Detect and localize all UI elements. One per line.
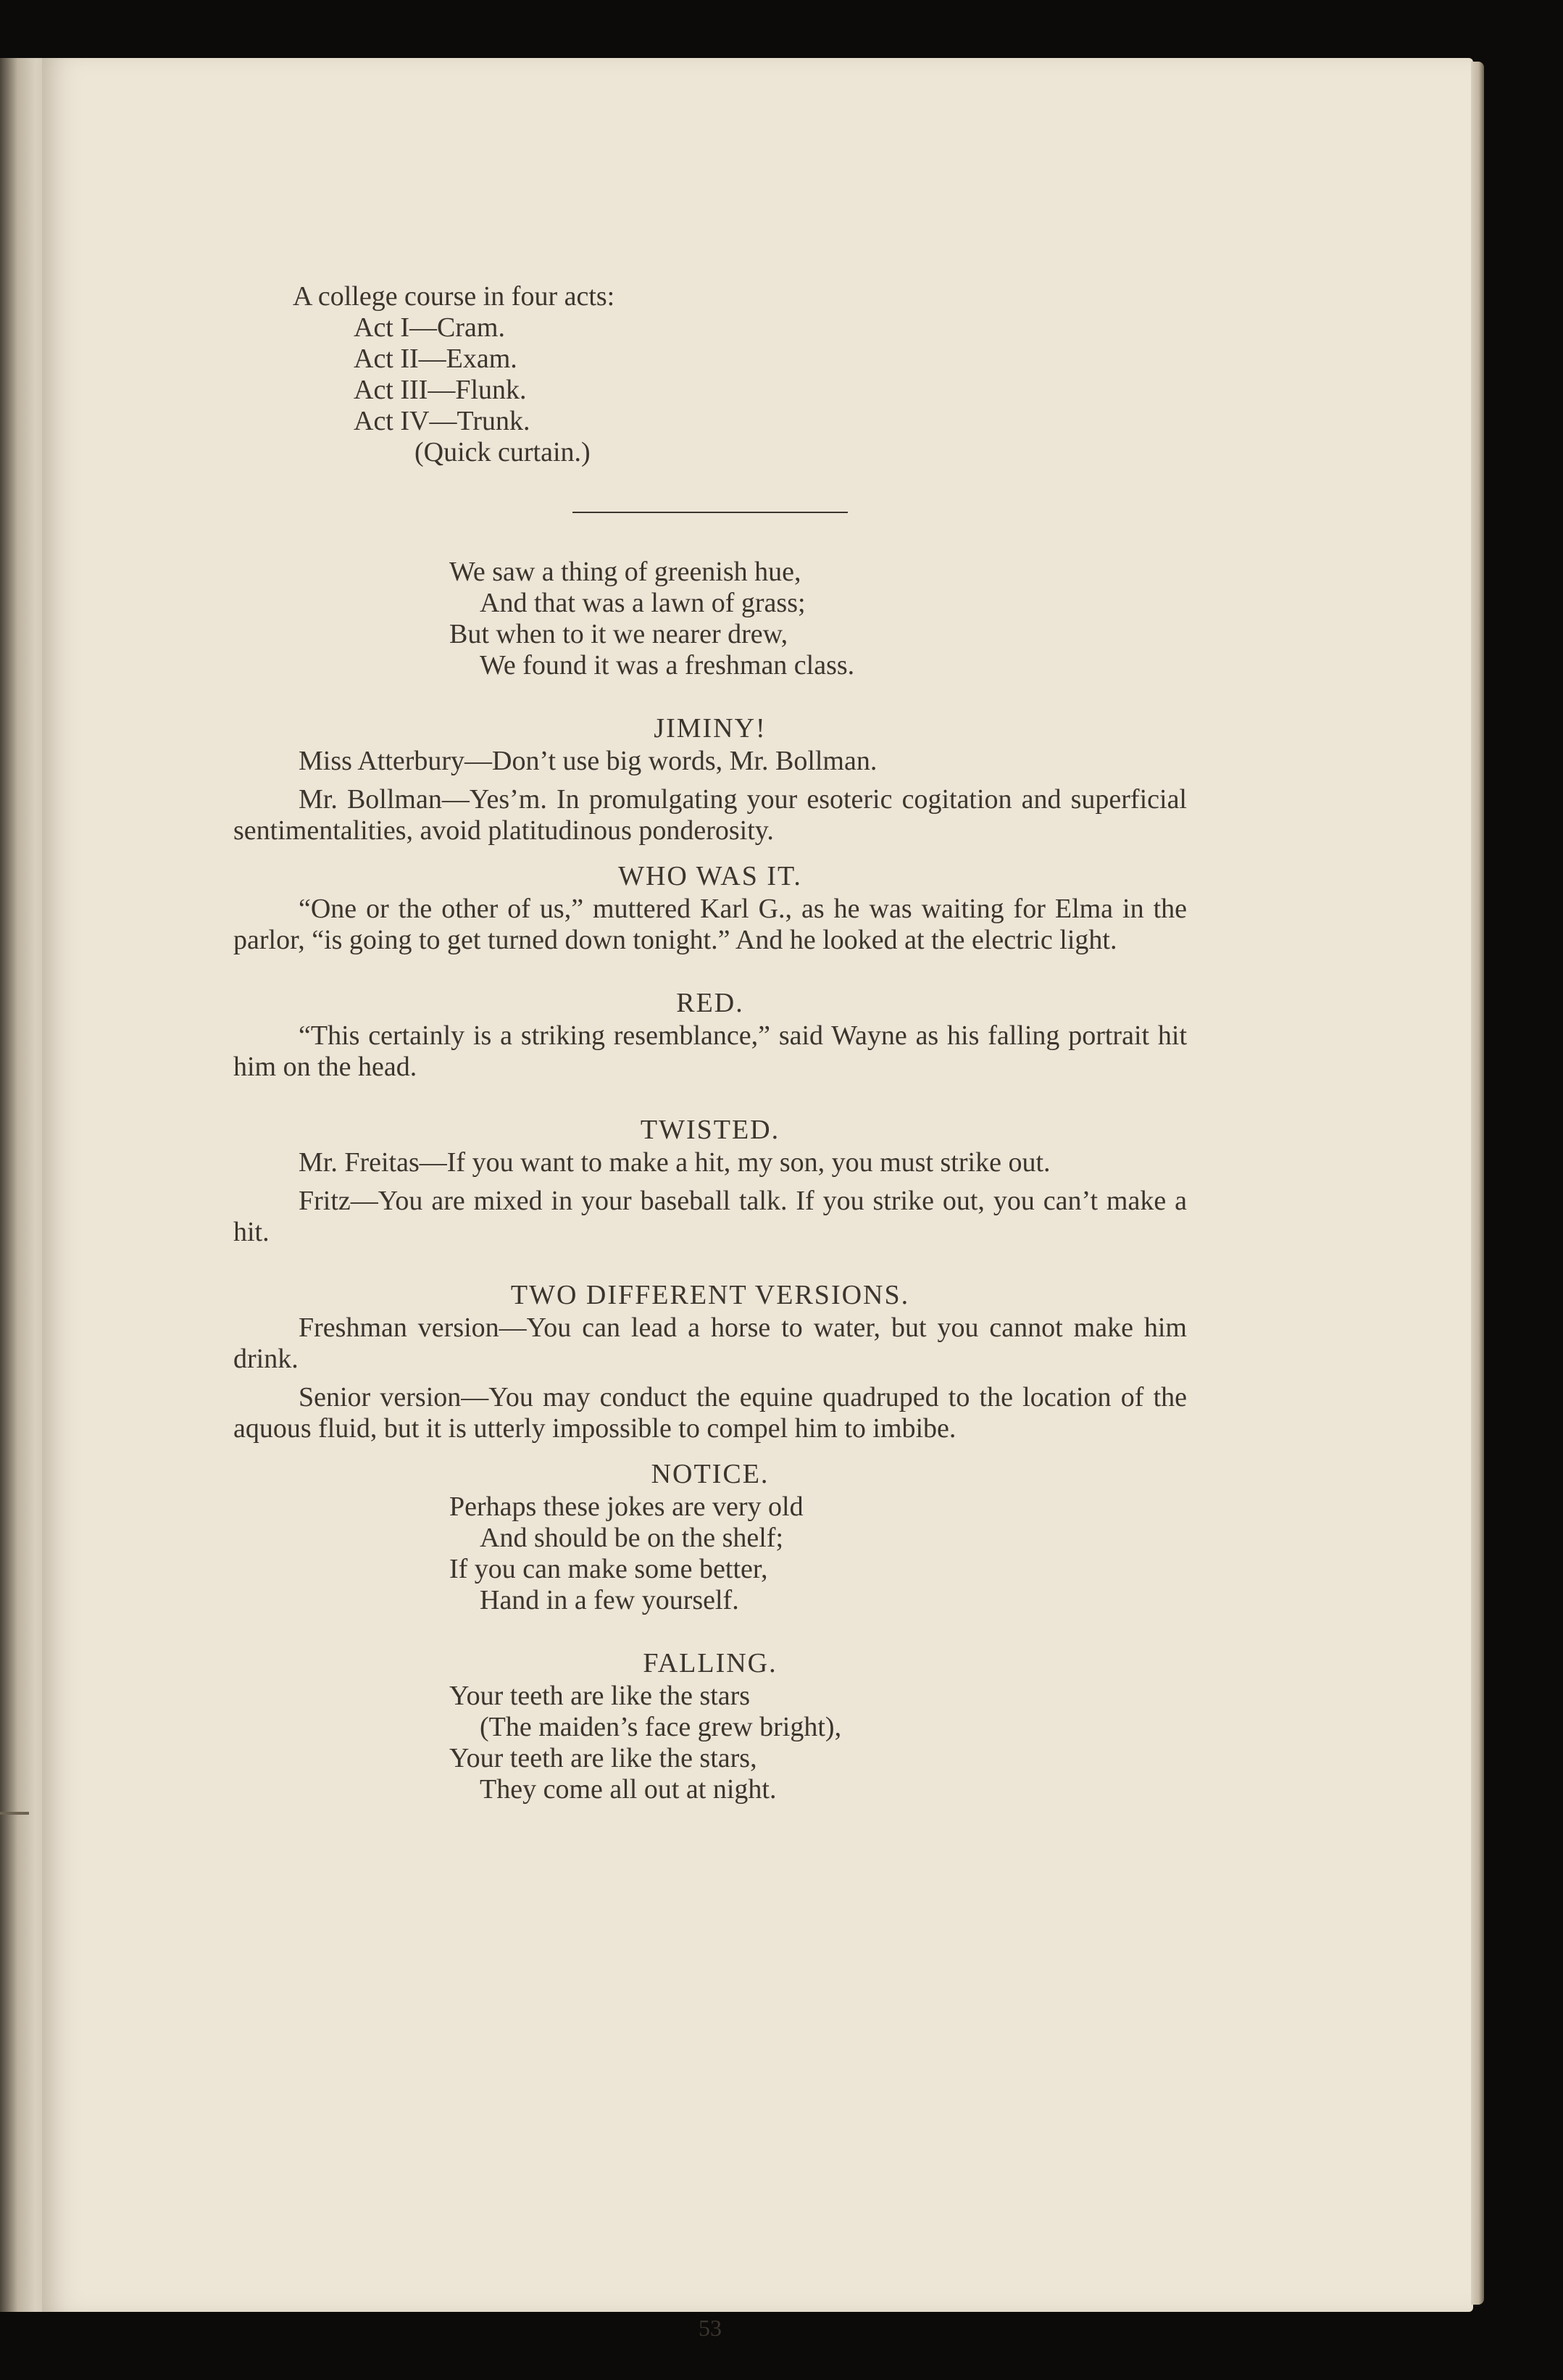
curtain-line: (Quick curtain.) (414, 437, 591, 467)
poem-line: (The maiden’s face grew bright), (480, 1712, 842, 1742)
who-was-it-text: “One or the other of us,” muttered Karl G., as he was waiting for Elma in the parlor, “is going to get turned down tonight.” And he looked at the electric light. (233, 894, 1187, 955)
twisted-line: Fritz—You are mixed in your baseball talk. If you strike out, you can’t make a hit. (233, 1186, 1187, 1247)
heading-falling: FALLING. (643, 1648, 778, 1678)
notice-poem (233, 1491, 1187, 1616)
poem-line: Perhaps these jokes are very old (449, 1491, 804, 1522)
poem-line: And that was a lawn of grass; (480, 588, 806, 618)
page-tab-mark (0, 1812, 29, 1815)
poem-line: Your teeth are like the stars, (449, 1743, 757, 1773)
act-line: Act III—Flunk. (354, 375, 527, 405)
versions-line: Senior version—You may conduct the equine quadruped to the location of the aquous fluid, but it is utterly impossible to compel him to imbibe. (233, 1382, 1187, 1444)
poem-line: If you can make some better, (449, 1554, 768, 1584)
heading-red: RED. (676, 988, 744, 1018)
jiminy-line: Mr. Bollman—Yes’m. In promulgating your esoteric cogitation and superficial sentimentalities, avoid platitudinous ponderosity. (233, 784, 1187, 846)
page-number: 53 (699, 2315, 722, 2341)
greenish-hue-poem (233, 557, 1187, 681)
red-text: “This certainly is a striking resemblance,” said Wayne as his falling portrait hit him on the head. (233, 1020, 1187, 1082)
college-course-joke (233, 281, 1187, 468)
acts-intro: A college course in four acts: (293, 281, 615, 312)
versions-line: Freshman version—You can lead a horse to water, but you cannot make him drink. (233, 1312, 1187, 1374)
act-line: Act IV—Trunk. (354, 406, 530, 436)
heading-jiminy: JIMINY! (654, 713, 767, 744)
poem-line: But when to it we nearer drew, (449, 619, 788, 649)
poem-line: They come all out at night. (480, 1774, 777, 1805)
poem-line: We found it was a freshman class. (480, 650, 855, 681)
section-divider (572, 512, 848, 513)
page-edges (1471, 62, 1484, 2305)
page-content (233, 281, 1187, 1805)
twisted-line: Mr. Freitas—If you want to make a hit, my son, you must strike out. (299, 1147, 1051, 1178)
poem-line: Hand in a few yourself. (480, 1585, 739, 1615)
poem-line: And should be on the shelf; (480, 1523, 784, 1553)
acts-list (233, 312, 1187, 468)
falling-poem (233, 1681, 1187, 1805)
poem-line: Your teeth are like the stars (449, 1681, 751, 1711)
act-line: Act II—Exam. (354, 344, 517, 374)
heading-who-was-it: WHO WAS IT. (618, 861, 802, 891)
heading-twisted: TWISTED. (640, 1115, 780, 1145)
heading-two-versions: TWO DIFFERENT VERSIONS. (510, 1280, 910, 1310)
act-line: Act I—Cram. (354, 312, 505, 343)
poem-line: We saw a thing of greenish hue, (449, 557, 801, 587)
heading-notice: NOTICE. (651, 1459, 770, 1489)
jiminy-line: Miss Atterbury—Don’t use big words, Mr. Bollman. (299, 746, 878, 776)
